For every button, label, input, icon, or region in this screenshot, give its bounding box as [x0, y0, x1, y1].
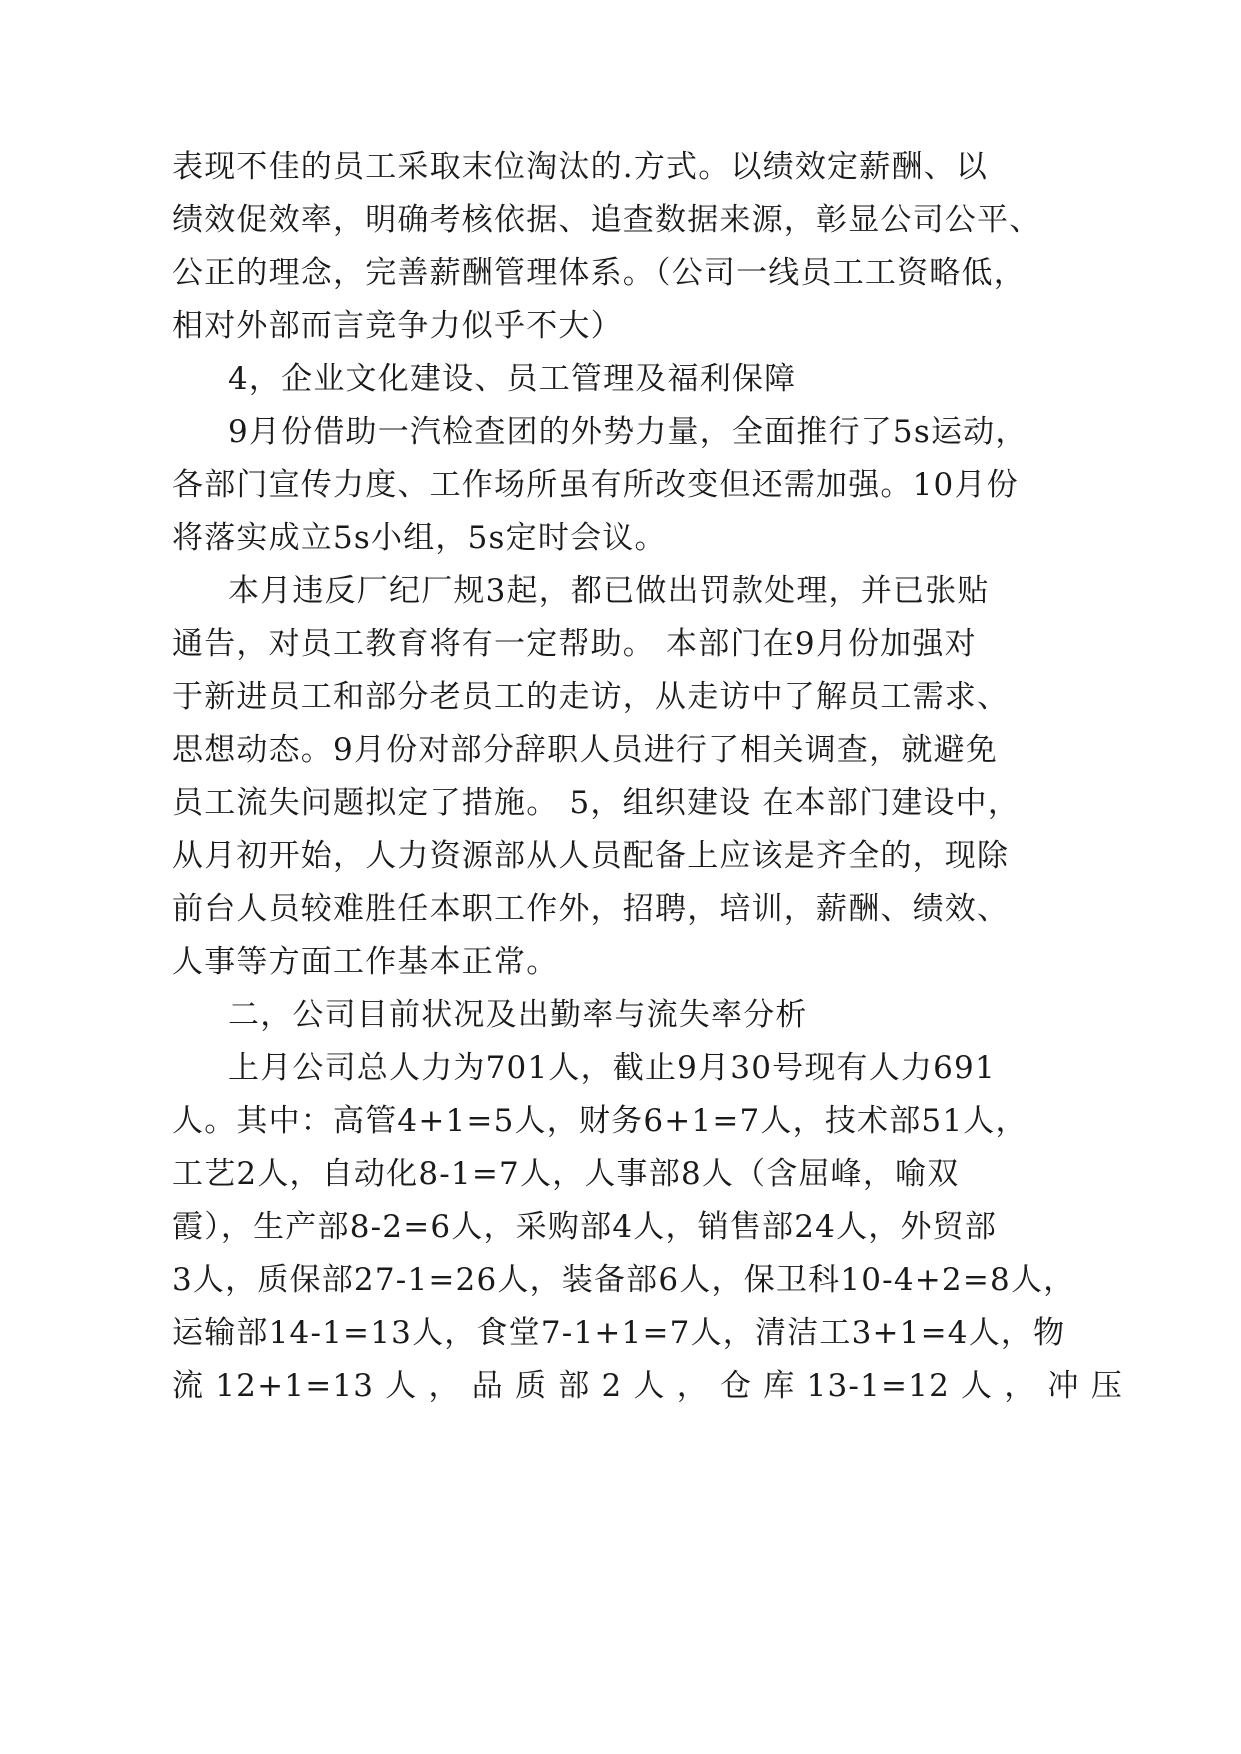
- paragraph-line: 3人，质保部27-1=26人，装备部6人，保卫科10-4+2=8人，: [172, 1262, 1076, 1298]
- paragraph-line: 工艺2人，自动化8-1=7人，人事部8人（含屈峰，喻双: [172, 1156, 960, 1192]
- paragraph-line: 通告，对员工教育将有一定帮助。 本部门在9月份加强对: [172, 626, 977, 662]
- paragraph-line: 流 12+1=13 人 ， 品 质 部 2 人 ， 仓 库 13-1=12 人 ， 冲 压: [172, 1368, 1124, 1404]
- paragraph-line: 霞），生产部8-2=6人，采购部4人，销售部24人，外贸部: [172, 1209, 998, 1245]
- paragraph-line: 9月份借助一汽检查团的外势力量，全面推行了5s运动，: [228, 414, 1028, 450]
- section-heading: 二，公司目前状况及出勤率与流失率分析: [228, 997, 808, 1033]
- paragraph-line: 相对外部而言竞争力似乎不大）: [172, 308, 623, 344]
- paragraph-line: 运输部14-1=13人，食堂7-1+1=7人，清洁工3+1=4人，物: [172, 1315, 1066, 1351]
- paragraph-line: 绩效促效率，明确考核依据、追查数据来源，彰显公司公平、: [172, 202, 1042, 238]
- paragraph-line: 本月违反厂纪厂规3起，都已做出罚款处理，并已张贴: [228, 573, 990, 609]
- paragraph-line: 前台人员较难胜任本职工作外，招聘，培训，薪酬、绩效、: [172, 891, 1010, 927]
- paragraph-line: 人。其中：高管4+1=5人，财务6+1=7人，技术部51人，: [172, 1103, 1028, 1139]
- paragraph-line: 从月初开始，人力资源部从人员配备上应该是齐全的，现除: [172, 838, 1010, 874]
- paragraph-line: 将落实成立5s小组，5s定时会议。: [172, 520, 667, 556]
- paragraph-line: 各部门宣传力度、工作场所虽有所改变但还需加强。10月份: [172, 467, 1019, 503]
- section-heading: 4，企业文化建设、员工管理及福利保障: [228, 361, 797, 397]
- paragraph-line: 表现不佳的员工采取末位淘汰的.方式。以绩效定薪酬、以: [172, 149, 989, 185]
- paragraph-line: 思想动态。9月份对部分辞职人员进行了相关调查，就避免: [172, 732, 998, 768]
- paragraph-line: 上月公司总人力为701人，截止9月30号现有人力691: [228, 1050, 996, 1086]
- paragraph-line: 员工流失问题拟定了措施。 5，组织建设 在本部门建设中，: [172, 785, 1021, 821]
- paragraph-line: 于新进员工和部分老员工的走访，从走访中了解员工需求、: [172, 679, 1010, 715]
- paragraph-line: 人事等方面工作基本正常。: [172, 944, 559, 980]
- paragraph-line: 公正的理念，完善薪酬管理体系。（公司一线员工工资略低，: [172, 255, 1026, 291]
